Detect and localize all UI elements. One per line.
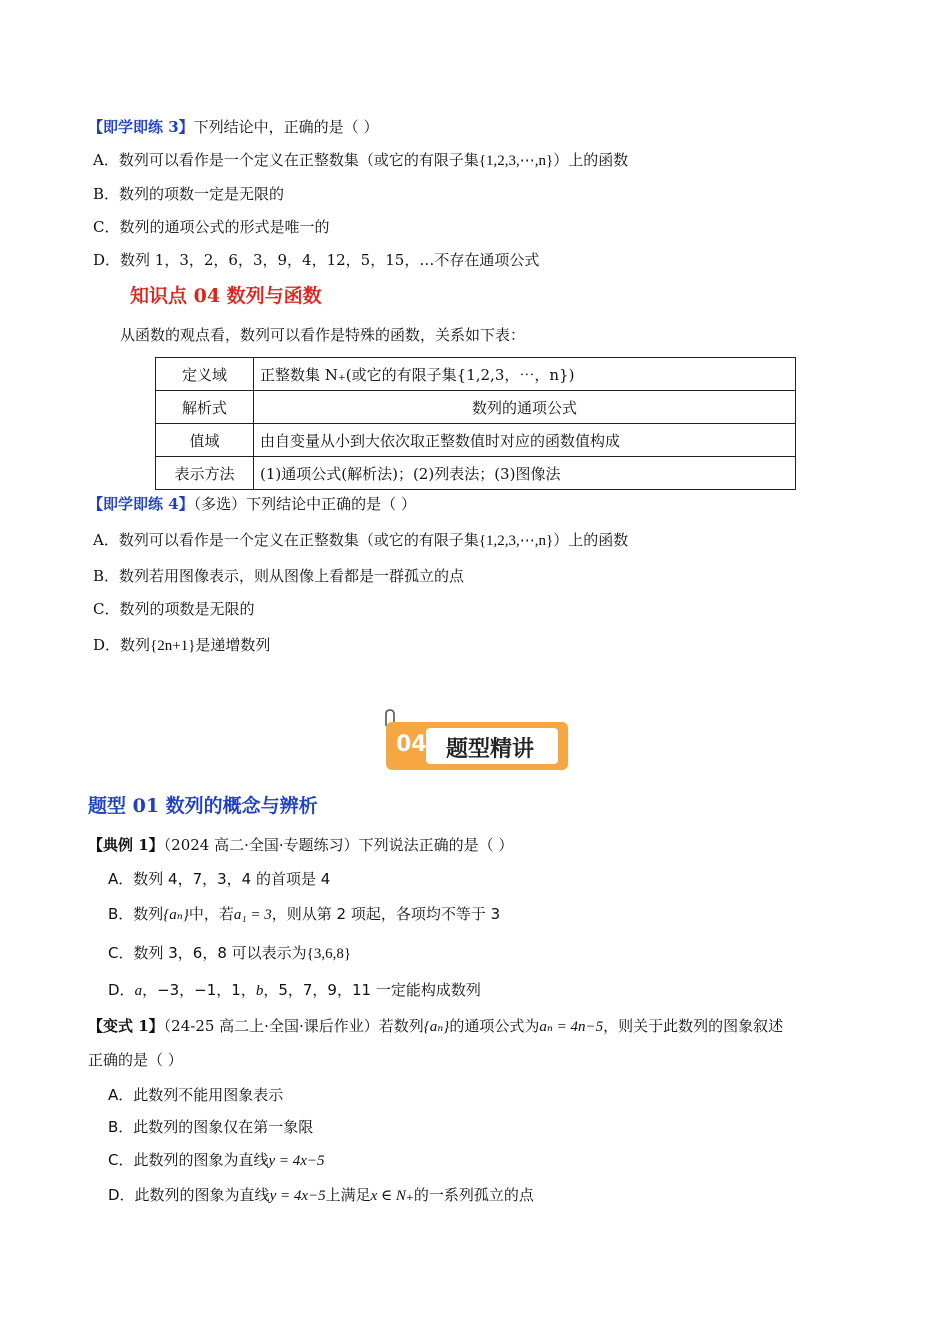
example-1-option-b: [108, 904, 500, 925]
exercise-3-option-c: C．数列的通项公式的形式是唯一的: [93, 218, 330, 236]
example-1-source: （2024 高二·全国·专题练习）下列说法正确的是（ ）: [163, 836, 514, 854]
option-d-mid: ，−3，−1，1，: [142, 981, 256, 999]
sequence-function-table: [155, 357, 796, 490]
option-c-text: C．此数列的图象为直线: [108, 1151, 269, 1169]
variant-1-tail: ，则关于此数列的图象叙述: [603, 1017, 784, 1035]
variant-1-option-a: A．此数列不能用图象表示: [108, 1086, 284, 1104]
exercise-4-option-c: C．数列的项数是无限的: [93, 600, 255, 618]
table-key: 定义域: [156, 358, 254, 391]
option-d-tail: ，5，7，9，11 一定能构成数列: [263, 981, 481, 999]
table-row: [156, 457, 796, 490]
option-b-tail: ，则从第 2 项起，各项均不等于 3: [271, 905, 501, 923]
variant-1-math-2: aₙ = 4n−5: [539, 1019, 604, 1035]
table-row: [156, 358, 796, 391]
option-d-text: D．: [108, 981, 135, 999]
option-d-var-b: b: [255, 983, 264, 999]
option-a-text: A．数列可以看作是一个定义在正整数集（或它的有限子集: [93, 151, 479, 169]
table-value: (1)通项公式(解析法)；(2)列表法；(3)图像法: [254, 457, 796, 490]
option-d-mid: 上满足: [325, 1186, 371, 1204]
option-a-set: {1,2,3,⋯,n}: [478, 153, 554, 169]
badge-title: 题型精讲: [446, 737, 535, 762]
exercise-4-question: （多选）下列结论中正确的是（ ）: [193, 495, 416, 513]
table-row: [156, 391, 796, 424]
exercise-3-tag: 【即学即练 3】: [88, 118, 194, 136]
variant-1-source: （24-25 高二上·全国·课后作业）若数列: [163, 1017, 424, 1035]
knowledge-point-04-title: 知识点 04 数列与函数: [130, 285, 322, 307]
option-d-text: D．此数列的图象为直线: [108, 1186, 270, 1204]
option-d-tail: 是递增数列: [195, 636, 271, 654]
option-d-tail: 的一系列孤立的点: [413, 1186, 534, 1204]
option-c-math: {3,6,8}: [306, 946, 352, 962]
section-badge: [386, 722, 568, 772]
option-a-set: {1,2,3,⋯,n}: [478, 533, 554, 549]
example-1-stem: [88, 835, 513, 855]
exercise-4-stem: [88, 494, 416, 514]
option-b-text: B．数列: [108, 905, 164, 923]
table-row: [156, 424, 796, 457]
table-value: 正整数集 N₊(或它的有限子集{1,2,3，⋯，n}): [254, 358, 796, 391]
example-1-tag: 【典例 1】: [88, 836, 164, 854]
variant-1-option-b: B．此数列的图象仅在第一象限: [108, 1118, 314, 1136]
option-d-var-a: a: [134, 983, 143, 999]
variant-1-stem-line2: 正确的是（ ）: [88, 1051, 183, 1069]
example-1-option-d: [108, 980, 481, 1001]
exercise-3-option-d: D．数列 1，3，2，6，3，9，4，12，5，15，…不存在通项公式: [93, 251, 540, 269]
exercise-4-option-a: [93, 530, 628, 551]
variant-1-math-1: {aₙ}: [423, 1019, 450, 1035]
table-key: 解析式: [156, 391, 254, 424]
exercise-4-option-d: [93, 635, 270, 656]
option-a-tail: ）上的函数: [553, 151, 629, 169]
option-d-math-2: x ∈ N₊: [370, 1188, 414, 1204]
variant-1-option-d: [108, 1185, 534, 1206]
option-b-math-1: {aₙ}: [163, 907, 189, 923]
table-value: 由自变量从小到大依次取正整数值时对应的函数值构成: [254, 424, 796, 457]
example-1-option-a: A．数列 4，7，3，4 的首项是 4: [108, 870, 331, 888]
exercise-4-option-b: B．数列若用图像表示，则从图像上看都是一群孤立的点: [93, 567, 465, 585]
option-b-mid: 中，若: [188, 905, 234, 923]
exercise-3-option-a: [93, 150, 628, 171]
option-d-math: {2n+1}: [150, 638, 196, 654]
exercise-3-stem: [88, 117, 378, 137]
example-1-option-c: [108, 943, 351, 964]
exercise-3-question: 下列结论中，正确的是（ ）: [193, 118, 379, 136]
variant-1-option-c: [108, 1150, 325, 1171]
variant-1-mid: 的通项公式为: [449, 1017, 540, 1035]
option-d-math-1: y = 4x−5: [269, 1188, 326, 1204]
badge-number: 04: [396, 732, 427, 757]
exercise-3-option-b: B．数列的项数一定是无限的: [93, 185, 285, 203]
type-01-title: 题型 01 数列的概念与辨析: [88, 795, 318, 817]
option-a-text: A．数列可以看作是一个定义在正整数集（或它的有限子集: [93, 531, 479, 549]
option-c-text: C．数列 3，6，8 可以表示为: [108, 944, 307, 962]
option-c-math: y = 4x−5: [268, 1153, 325, 1169]
option-d-text: D．数列: [93, 636, 151, 654]
knowledge-point-04-intro: 从函数的观点看，数列可以看作是特殊的函数，关系如下表：: [120, 326, 526, 344]
variant-1-tag: 【变式 1】: [88, 1017, 164, 1035]
table-value: 数列的通项公式: [254, 391, 796, 424]
option-b-math-2: a₁ = 3: [233, 907, 272, 923]
option-a-tail: ）上的函数: [553, 531, 629, 549]
table-key: 表示方法: [156, 457, 254, 490]
table-key: 值域: [156, 424, 254, 457]
variant-1-stem: [88, 1016, 783, 1037]
exercise-4-tag: 【即学即练 4】: [88, 495, 194, 513]
